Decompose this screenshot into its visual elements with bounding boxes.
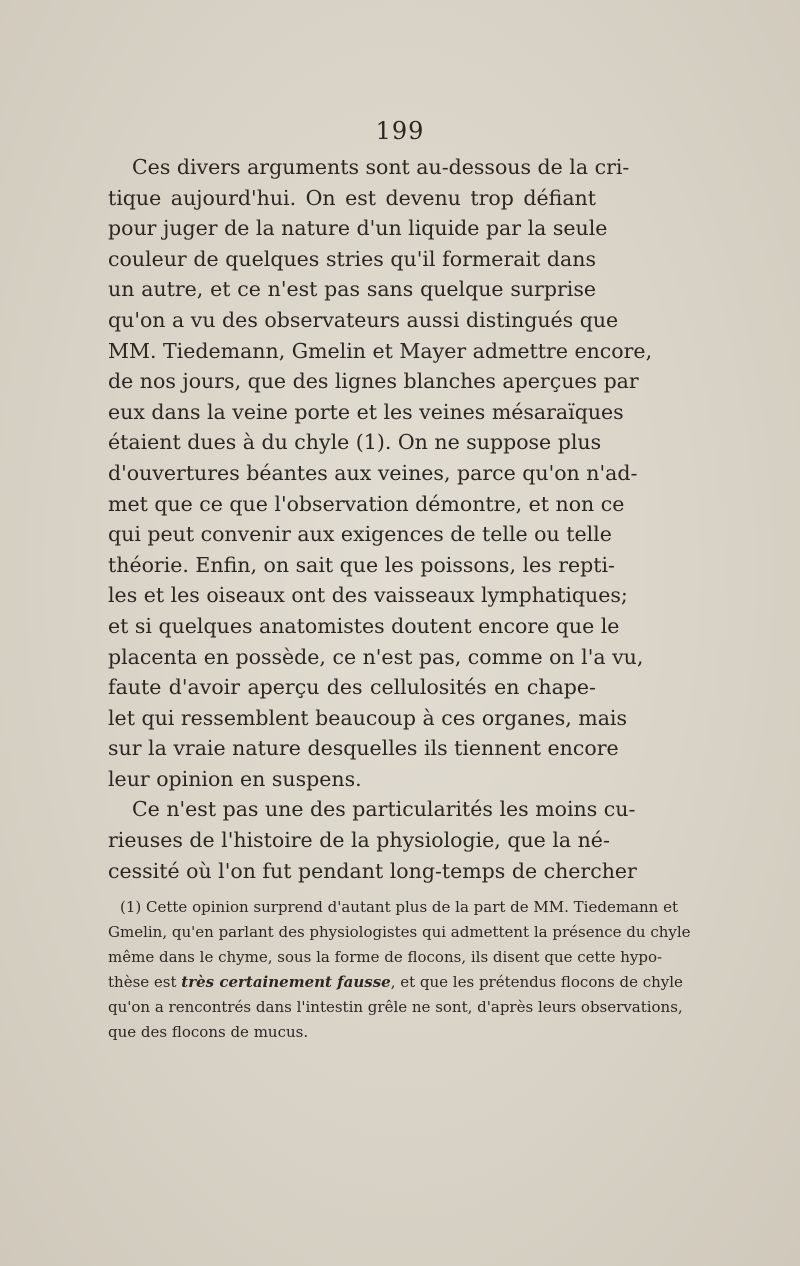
footnote-line: même dans le chyme, sous la forme de flocons, ils disent que cette hypo- [108, 948, 663, 966]
footnote [108, 895, 691, 1045]
text-line: un autre, et ce n'est pas sans quelque surprise [108, 277, 596, 302]
text-line: MM. Tiedemann, Gmelin et Mayer admettre encore, [108, 338, 653, 363]
text-line: placenta en possède, ce n'est pas, comme on l'a vu, [108, 644, 644, 669]
text-line: d'ouvertures béantes aux veines, parce qu'on n'ad- [108, 460, 638, 485]
text-line: Ces divers arguments sont au-dessous de la cri- [132, 155, 630, 179]
text-line: Ce n'est pas une des particularités les moins cu- [132, 797, 636, 822]
text-line: cessité où l'on fut pendant long-temps de chercher [108, 858, 637, 883]
text-line: let qui ressemblent beaucoup à ces organes, mais [108, 705, 627, 730]
text-line: eux dans la veine porte et les veines mésaraïques [108, 399, 624, 424]
text-line: et si quelques anatomistes doutent encore que le [108, 613, 620, 638]
footnote-text: thèse est [108, 973, 182, 991]
text-line: met que ce que l'observation démontre, et non ce [108, 491, 625, 516]
text-line: théorie. Enfin, on sait que les poissons, les repti- [108, 552, 615, 577]
text-line: couleur de quelques stries qu'il formerait dans [108, 246, 596, 271]
footnote-text: , et que les prétendus flocons de chyle [390, 973, 683, 991]
page-number: 199 [375, 117, 425, 145]
text-line: étaient dues à du chyle (1). On ne suppose plus [108, 430, 602, 455]
footnote-line: Gmelin, qu'en parlant des physiologistes qui admettent la présence du chyle [108, 923, 691, 941]
footnote-line: qu'on a rencontrés dans l'intestin grêle ne sont, d'après leurs observations, [108, 998, 683, 1016]
text-line: de nos jours, que des lignes blanches aperçues par [108, 369, 639, 394]
text-line: sur la vraie nature desquelles ils tiennent encore [108, 736, 619, 761]
text-line: pour juger de la nature d'un liquide par la seule [108, 216, 608, 241]
body-text [108, 152, 653, 886]
footnote-line: que des flocons de mucus. [108, 1023, 309, 1041]
text-line: faute d'avoir aperçu des cellulosités en chape- [108, 675, 596, 700]
footnote-line: (1) Cette opinion surprend d'autant plus de la part de MM. Tiedemann et [120, 898, 678, 916]
text-line: qu'on a vu des observateurs aussi distingués que [108, 307, 619, 332]
text-line: leur opinion en suspens. [108, 766, 362, 791]
text-line: rieuses de l'histoire de la physiologie, que la né- [108, 828, 610, 853]
text-line: les et les oiseaux ont des vaisseaux lymphatiques; [108, 583, 628, 608]
text-line: tique aujourd'hui. On est devenu trop défiant [108, 185, 596, 210]
text-line: qui peut convenir aux exigences de telle ou telle [108, 522, 612, 547]
footnote-emphasis: très certainement fausse [181, 973, 391, 991]
footnote-line [108, 970, 683, 995]
